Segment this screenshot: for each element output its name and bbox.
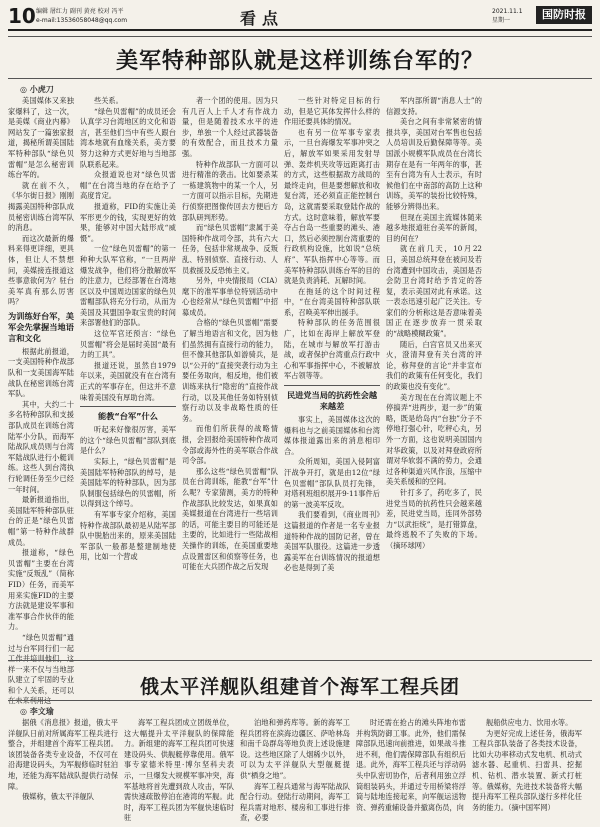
- paragraph: 者一个团的使用。因为只有几百人上千人才有作战力量，但是随着技术水平的进步，单独一个人经过武器装备的有效配合，而且技术力量强。: [182, 96, 278, 158]
- paragraph: 这位军官还预言：“绿色贝雷帽”将会是届时美国“最有力的工具”。: [80, 329, 176, 360]
- article2-col5: [472, 718, 582, 824]
- subheading: 为训练好台军，美军会先掌握当地语言和文化: [8, 310, 74, 343]
- paragraph: 针打多了，药吃多了，民进党当局的抗药性只会越来越差，民进党当局，连同外部势力“以武拒统”，是打错算盘，最终逃脱不了失败的下场。（摘环球网）: [386, 487, 482, 550]
- paragraph: 报道还说，虽然自1979年以来，美国就没有在台湾有正式的军事存在，但这并不意味着美国没有厚助台湾。: [80, 360, 176, 402]
- article2-headline: 俄太平洋舰队组建首个海军工程兵团: [139, 676, 460, 698]
- paragraph: 海军工程兵通常与海军陆战队配合行动。登陆行动期间，海军工程兵需对地形、楼房和工事进行排查，必要: [240, 781, 350, 823]
- paragraph: 美方现在在台湾议题上不停搞弄“进两步，退一步”的策略，既是给岛内“台独”分子不停地打强心针，吃秤心丸，另外一方面，这也说明美国国内对华政策，以及对拜登政府所谓对华软弱不满的势力，会通过各种渠道兴风作浪，压缩中美关系缓和的空间。: [386, 392, 482, 487]
- paragraph: 俄媒称，俄太平洋舰队: [22, 792, 94, 802]
- paragraph: 为更好完成上述任务，俄海军工程兵部队装备了各类技术设备，比如大功率移动式发电机、机动式滤水器、起重机、扫雷具、挖掘机、钻机、潜水装置、新式打桩等。俄媒称，先进技术装备将大幅提升海军工程兵部队遂行多样化任务的能力。（摘中国军网）: [472, 728, 582, 812]
- paragraph: 根据此前报道，一支美国特种作战部队和一支美国海军陆战队在秘密训练台湾军队。: [8, 346, 74, 399]
- paragraph: 特种部队的任务范围很广，比如在海岸上解放军登陆，在城市与解放军打游击战，或者保护台湾重点行政中心和军事指挥中心，不被解放军占领等等。: [284, 318, 380, 381]
- article1-col1: [8, 96, 74, 706]
- page-number: 10: [8, 4, 36, 28]
- article1-col2: [80, 96, 176, 648]
- paragraph: 据俄《消息报》报道，俄太平洋舰队日前对所属海军工程兵进行整合，并组建首个海军工程兵团。该团装备各类专业设备，不仅可在沿海建设码头，为军舰修临时驻泊地，还能为海军陆战队提供行动保障。: [8, 718, 118, 791]
- paragraph: 就在前几天，10月22日，美国总统拜登在被问及若台湾遭到中国攻击，美国是否会防卫台湾时给予肯定的答复，表示美国对此有承诺。这一表态迅速引起广泛关注。专家们的分析称这是否意味着美国正在逐步放弃一贯采取的“战略模糊政策”。: [386, 244, 482, 339]
- article2-col4: [356, 718, 466, 824]
- paragraph: 就在前不久，《华尔街日报》刚刚揭露美国特种部队成员秘密训练台湾军队的消息。: [8, 180, 74, 233]
- article2-col3: [240, 718, 350, 824]
- paragraph: 另外，中央情报局（CIA）麾下的准军事单位特别活动中心也经常从“绿色贝雷帽”中招募成员。: [182, 276, 278, 317]
- paragraph: 有军事专家介绍称，美国特种作战部队最初是从陆军部队中脱胎出来的，原来美国陆军部队一般都是整建制地使用，比如一个营或: [80, 509, 176, 562]
- paragraph: 报道称，FID的实施让美军形更少的钱，实现更好的效果，能够对中国大陆形成“威慑”。: [80, 201, 176, 243]
- paragraph: 而这次最新的爆料来得更详细，更具体，但让人不禁想问，美媒接连报道这些事意欲何为？驻台美军真有那么厉害吗？: [8, 233, 74, 307]
- page-header: [8, 5, 592, 31]
- article2-body: [8, 718, 582, 824]
- paragraph: 美国媒体又来独家爆料了，这一次，是美媒《商业内幕》网站发了一篇独家报道，揭秘所谓美国陆军特种部队“绿色贝雷帽”是怎么秘密训练台军的。: [8, 96, 74, 180]
- paragraph: 一些针对特定目标的行动，但是它其体发挥什么样的作用还要具体的情况。: [284, 96, 380, 127]
- editor-email: e-mail:13536058048@qq.com: [36, 17, 128, 24]
- paragraph: 特种作战部队一方面可以进行精准的袭击。比如要杀某一栋建筑物中的某一个人，另一方面可以指示目标，先期进行侦察把图像传回去方便后方部队研判形势。: [182, 159, 278, 222]
- article2-col1: [8, 718, 118, 824]
- paragraph: “绿色贝雷帽”通过与台军同行们一起工作并培训他们，这样一来不仅与当地部队建立了牢固的专业和个人关系，还可以在未来利用这: [8, 632, 74, 706]
- paragraph: 海军工程兵团成立团级单位，这大幅提升太平洋舰队的保障能力。新组建的海军工程兵团可快速建设码头、供舰艇停靠使用。俄军事专家德米特里·博尔坚科夫表示，一旦爆发大规模军事冲突，海军基地将首先遭到敌人攻击，军队需快速疏散停泊在港湾的军舰。此时，海军工程兵团为军舰快速临时驻: [124, 718, 234, 823]
- paragraph: 合格的“绿色贝雷帽”需要了解当地语言和文化，因为他们虽然拥有直接行动的能力，但不像其他部队如游骑兵，是以“公开的”直接突袭行动为主要任务取向，相反地，他们被训练来执行“隐密的”直接作战行动，以及其他任务如特别侦察行动以及非战略性质的任务。: [182, 318, 278, 423]
- issue-date: [492, 7, 523, 25]
- section-title: 看点: [240, 9, 285, 28]
- paragraph: 我们要看到，《商业周刊》这篇报道的作者是一名专业报道特种作战的国防记者，曾在美国军队服役。这篇进一步透露美军在台训练情况的报道想必也是得到了美: [284, 510, 380, 573]
- date-text: 2021.11.1: [492, 8, 523, 15]
- editor-credits: [36, 7, 127, 25]
- article1-headline: 美军特种部队就是这样训练台军的？: [115, 49, 484, 74]
- paragraph: 时还需在抢占的滩头阵地布雷并构筑防御工事。此外，他们需保障部队迅速向前推进，如果战斗推进不利，他们需保障部队有组织后退。此外，海军工程兵还与浮动码头中队密切协作，后者利用独立浮筒组装码头，并通过专用桥梁将浮筒与陆地连接起来，向军舰运送物资、弹药重辅设备并撤离伤员，向: [356, 718, 466, 812]
- paragraph: 其中，大约二十多名特种部队和支援部队成员在训练台湾陆军小分队，而海军陆战队成员则与台湾军陆战队进行小艇训练。这些人到台湾执行轮调任务至少已经一年时间。: [8, 399, 74, 494]
- paragraph: 而他们所获得的战略情报，会回报给美国特种作战司令部或海外性的美军联合作战司令部。: [182, 424, 278, 466]
- paragraph: 美台之间有非常紧密的情报共享，美国对台军售也包括人员培训及后勤保障等等。美国派小规模军队成员在台湾长期存在是有一年两年的事，甚至有台湾为有人士表示，有时候他们在中南部的高防上这种训练，美军的装扮比较特殊，能够分辨得出来。: [386, 117, 482, 211]
- paragraph: “绿色贝雷帽”的成员还会认真学习台湾地区的文化和语言，甚至他们当中有些人跟台湾本地就有血缘关系，美方要努力这种方式更好地与当地部队联系起来。: [80, 106, 176, 169]
- paragraph: 那么这些“绿色贝雷帽”队员在台湾训练，能教“台军”什么呢？专家猜测，美方的特种作战部队比较发达，如果真如美媒报道在台湾进行一些培训的话，可能主要目的可能还是主要的，比如进行一些陆战相关操作的训练，在美国重要地点设置雷区和侦察等任务，也可能在大兵团作战之后发现: [182, 466, 278, 572]
- divider: [8, 660, 592, 661]
- paragraph: 最新报道指出，美国陆军特种部队驻台的正是“绿色贝雷帽”第一特种作战群成员。: [8, 495, 74, 547]
- article1-col3: [182, 96, 278, 648]
- paragraph: 事实上，美国媒体这次的爆料也与之前美国媒体和台湾媒体报道露出来的消息相印合。: [284, 415, 380, 456]
- article2-col2: [124, 718, 234, 824]
- paragraph: 泊地和弹药库等。新的海军工程兵团将在滨海边疆区、萨哈林岛和南千岛群岛等地负责上述设施建设。这些地区除了人烟稀少以外，可以为太平洋舰队大型舰艇提供“栖身之地”。: [240, 718, 350, 780]
- paragraph: 一位“绿色贝雷帽”的第一种种大队军官称，“一旦两岸爆发战争，他们将分散解放军的注意力，已经部署在台湾地区以及中国周边国家的绿色贝雷帽部队将充分行动，从而为美国及其盟国争取宝贵的时间来部署他们的部队。: [80, 244, 176, 328]
- paragraph: 众报道说也对“绿色贝雷帽”在台湾当地的存在给予了高度肯定。: [80, 170, 176, 201]
- article1-byline: ◎ 小虎刀: [20, 85, 54, 94]
- subheading: 能教“台军”什么: [80, 406, 176, 422]
- article2-byline: ◎ 李文瑜: [20, 707, 54, 716]
- paragraph: 众所周知，美国入侵阿富汗战争开打，就是由12位“绿色贝雷帽”部队队员打先锋，对塔利班组织展开9·11事件后的第一波美军反攻。: [284, 457, 380, 509]
- paragraph: 也有另一位军事专家表示，一旦台海爆发军事冲突之后，解放军如果采用发射导弹、轰炸机夹攻等远距离打击的方式，这些根据敌方战局的最终走向，但是要想解放和收复台湾，还必须直正能控制台岛，这就需要采取登陆作战的方式。这时意味着，解放军要夺占台岛一些重要的滩头、港口，然后必须控制台湾重要的行政机构设施，比如说“总统府”、军队指挥中心等等。而美军特种部队训练台军的目的就是负责消耗、瓦解时间。: [284, 127, 380, 286]
- editor-names: 编辑 屠红力 副刊 黄亮 校对 冯平: [36, 8, 124, 15]
- subheading: 民进党当局的抗药性会越来越差: [284, 385, 380, 412]
- divider: [8, 700, 592, 701]
- paragraph: 随后，白宫官员又出来灭火，澄清拜登有关台湾的评论，称拜登的言论“并非宣布我们的政策有任何变化，我们的政策也没有变化”。: [386, 339, 482, 392]
- paragraph: 实际上，“绿色贝雷帽”是美国陆军特种部队的绰号，是美国陆军的特种部队，因为部队制服包括绿色的贝雷帽，所以得到这个绰号。: [80, 457, 176, 509]
- newspaper-logo: 国防时报: [536, 6, 592, 24]
- article1-col5: [386, 96, 482, 648]
- paragraph: 但现在美国主流媒体随来越多地报道驻台美军的新闻，目的何在？: [386, 212, 482, 243]
- divider: [8, 36, 592, 37]
- paragraph: 听起来好像很厉害，美军的这个“绿色贝雷帽”部队到底是什么？: [80, 425, 176, 456]
- weekday-text: 星期一: [492, 17, 511, 24]
- paragraph: 而“绿色贝雷帽”隶属于美国特种作战司令部，共有六大任务，包括非常规战争、反叛乱、特别侦察、直接行动、人员救援及反恐怖主义。: [182, 223, 278, 275]
- paragraph: 军内部所谓“消息人士”的信源支持。: [386, 96, 482, 116]
- paragraph: 舰船供应电力、饮用水等。: [486, 718, 573, 727]
- paragraph: 报道称，“绿色贝雷帽”主要在台湾实施“反叛乱”（简称FID）任务，而美军用来实施FID的主要方法就是建设军事和准军事合作伙伴的能力。: [8, 548, 74, 632]
- paragraph: 些关系。: [94, 96, 123, 105]
- paragraph: 在拖延的这个时间过程中，“在台湾美国特种部队联系，召唤美军伸出援手。: [284, 286, 380, 317]
- divider: [8, 78, 592, 79]
- article1-col4: [284, 96, 380, 648]
